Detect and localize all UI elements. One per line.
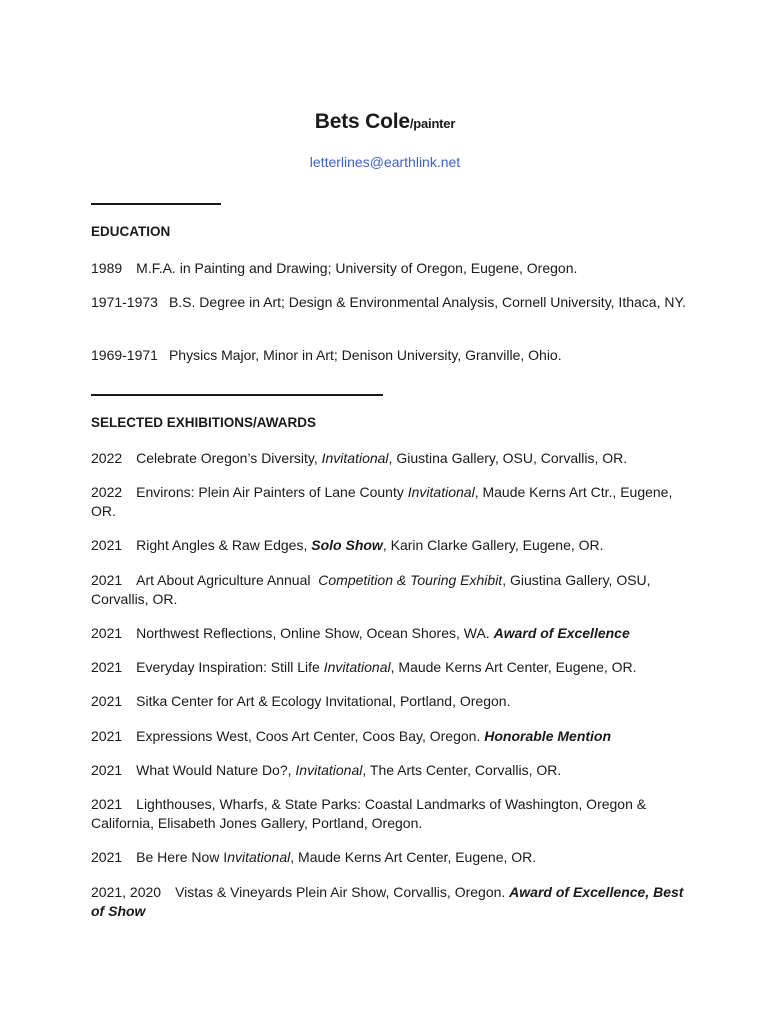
exhibition-item: [91, 449, 691, 468]
education-heading: EDUCATION: [91, 224, 171, 239]
exhibition-item: [91, 536, 691, 555]
exhibition-item: [91, 624, 691, 643]
exhibition-text: Northwest Reflections, Online Show, Ocean Shores, WA. Award of Excellence: [136, 625, 630, 641]
education-item: [91, 293, 691, 312]
education-item: [91, 346, 691, 365]
exhibition-text: Sitka Center for Art & Ecology Invitational, Portland, Oregon.: [136, 693, 511, 709]
artist-name: Bets Cole: [314, 110, 410, 133]
exhibition-text: Right Angles & Raw Edges, Solo Show, Karin Clarke Gallery, Eugene, OR.: [136, 537, 604, 553]
exhibition-text: Vistas & Vineyards Plein Air Show, Corvallis, Oregon. Award of Excellence, Best of Show: [91, 884, 684, 919]
name-heading: [0, 110, 770, 134]
exhibition-year: 2021: [91, 849, 123, 865]
exhibition-item: [91, 571, 691, 609]
education-year: 1969-1971: [91, 347, 158, 363]
exhibition-year: 2021: [91, 537, 123, 553]
exhibition-year: 2021: [91, 693, 123, 709]
exhibition-year: 2021: [91, 796, 123, 812]
exhibition-text: Celebrate Oregon’s Diversity, Invitational, Giustina Gallery, OSU, Corvallis, OR.: [136, 450, 628, 466]
exhibition-text: Lighthouses, Wharfs, & State Parks: Coastal Landmarks of Washington, Oregon & California, Elisabeth Jones Gallery, Portland, Oregon.: [91, 796, 647, 831]
email-line: [0, 154, 770, 170]
education-item: [91, 259, 691, 278]
exhibition-text: Everyday Inspiration: Still Life Invitational, Maude Kerns Art Center, Eugene, OR.: [136, 659, 637, 675]
education-year: 1971-1973: [91, 294, 158, 310]
exhibition-item: [91, 483, 691, 521]
education-text: Physics Major, Minor in Art; Denison University, Granville, Ohio.: [168, 347, 562, 363]
divider-education: [91, 203, 221, 205]
exhibition-year: 2022: [91, 484, 123, 500]
exhibition-text: Environs: Plein Air Painters of Lane County Invitational, Maude Kerns Art Ctr., Eugene, OR.: [91, 484, 673, 519]
exhibition-text: What Would Nature Do?, Invitational, The Arts Center, Corvallis, OR.: [136, 762, 562, 778]
education-text: M.F.A. in Painting and Drawing; University of Oregon, Eugene, Oregon.: [136, 260, 578, 276]
exhibition-item: [91, 883, 691, 921]
exhibition-year: 2021: [91, 728, 123, 744]
exhibition-item: [91, 795, 691, 833]
education-year: 1989: [91, 260, 123, 276]
exhibitions-heading: SELECTED EXHIBITIONS/AWARDS: [91, 415, 317, 430]
exhibition-year: 2021: [91, 572, 123, 588]
exhibition-year: 2021, 2020: [91, 884, 162, 900]
exhibition-item: [91, 727, 691, 746]
exhibition-item: [91, 848, 691, 867]
education-text: B.S. Degree in Art; Design & Environmental Analysis, Cornell University, Ithaca, NY.: [168, 294, 686, 310]
email-link[interactable]: letterlines@earthlink.net: [309, 154, 461, 170]
exhibition-year: 2021: [91, 625, 123, 641]
exhibition-text: Be Here Now Invitational, Maude Kerns Art Center, Eugene, OR.: [136, 849, 537, 865]
exhibition-year: 2021: [91, 762, 123, 778]
exhibition-item: [91, 692, 691, 711]
artist-subtitle: /painter: [409, 116, 456, 131]
exhibition-text: Art About Agriculture Annual Competition & Touring Exhibit, Giustina Gallery, OSU, Corvallis, OR.: [91, 572, 651, 607]
exhibition-year: 2021: [91, 659, 123, 675]
exhibition-year: 2022: [91, 450, 123, 466]
exhibition-item: [91, 761, 691, 780]
divider-exhibitions: [91, 394, 383, 396]
exhibition-item: [91, 658, 691, 677]
exhibition-text: Expressions West, Coos Art Center, Coos Bay, Oregon. Honorable Mention: [136, 728, 612, 744]
